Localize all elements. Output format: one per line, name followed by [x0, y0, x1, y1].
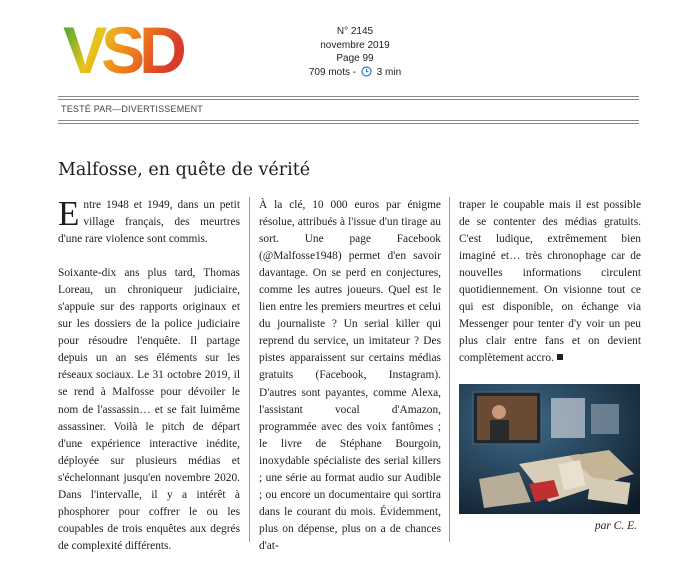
paragraph-3-part-2-text: traper le coupable mais il est possible de se contenter des médias gratuits. C'est ludique, extrêmement bien imaginé et… très chronophage car de nouvelles informations circulent quotidiennement. On visionne tout ce qui est disponible, on échange via Messenger pour tenter d'y voir un peu plus clair entre fans et on devient complètement accro.	[459, 199, 641, 365]
paragraph-3-part-1: À la clé, 10 000 euros par énigme résolue, attribués à l'issue d'un tirage au sort. Une page Facebook (@Malfosse1948) permet d'en savoir davantage. On se perd en conjectures, comme les autres joueurs. Quel est le lien entre les premiers meurtres et celui du journaliste ? Un serial killer qui reprend du service, un imitateur ? Des pistes apparaissent sur certains médias gratuits (Facebook, Instagram). D'autres sont payantes, comme Alexa, l'assistant vocal d'Amazon, programmée avec des voix fantômes ; le livre de Stéphane Bourgoin, inoxydable spécialiste des serial killers ; une série au format audio sur Audible ; ou encore un documentaire qui sortira dans le courant du mois. Évidemment, plus on dépense, plus on a de chances d'at-	[259, 199, 441, 552]
issue-meta	[270, 25, 440, 79]
header-rule	[58, 96, 639, 100]
paragraph-1-text: ntre 1948 et 1949, dans un petit village français, des meurtres d'une rare violence sont commis.	[58, 199, 240, 246]
article-column-3	[459, 197, 641, 367]
read-time: 3 min	[376, 66, 402, 78]
author-credit: par C. E.	[594, 520, 637, 532]
logo-text: VSD	[63, 17, 181, 79]
vsd-logo	[58, 17, 186, 79]
rubric-label: TESTÉ PAR—DIVERTISSEMENT	[61, 104, 203, 114]
word-count: 709 mots -	[308, 66, 357, 78]
reading-info	[270, 66, 440, 80]
column-divider	[249, 197, 250, 542]
paragraph-3-part-2	[459, 197, 641, 367]
clock-icon	[361, 66, 372, 77]
end-of-article-mark	[557, 354, 563, 360]
paragraph-2: Soixante-dix ans plus tard, Thomas Loreau, un chroniqueur judiciaire, s'appuie sur des rapports originaux et sur les dossiers de la police judiciaire pour résoudre l'enquête. Il partage depuis un an ses éléments sur les réseaux sociaux. Le 31 octobre 2019, il se rend à Malfosse pour dévoiler le nom de l'assassin… et se fait luimême assassiner. Voilà le pitch de départ d'une expérience interactive inédite, déployée sur plusieurs médias et s'échelonnant jusqu'en novembre 2020. Dans l'intervalle, il y a intérêt à phosphorer pour coffrer le ou les coupables de trois enquêtes aux degrés de complexité différents.	[58, 267, 240, 552]
column-divider	[449, 197, 450, 542]
article-column-1	[58, 194, 240, 555]
article-column-2	[259, 197, 441, 555]
issue-date: novembre 2019	[320, 39, 390, 51]
issue-number: N° 2145	[336, 26, 374, 37]
article-title: Malfosse, en quête de vérité	[58, 160, 311, 180]
rubric-rule	[58, 120, 639, 124]
drop-cap: E	[58, 194, 80, 233]
article-photo	[459, 384, 640, 514]
paragraph-1	[58, 194, 240, 248]
page-number: Page 99	[336, 53, 374, 64]
